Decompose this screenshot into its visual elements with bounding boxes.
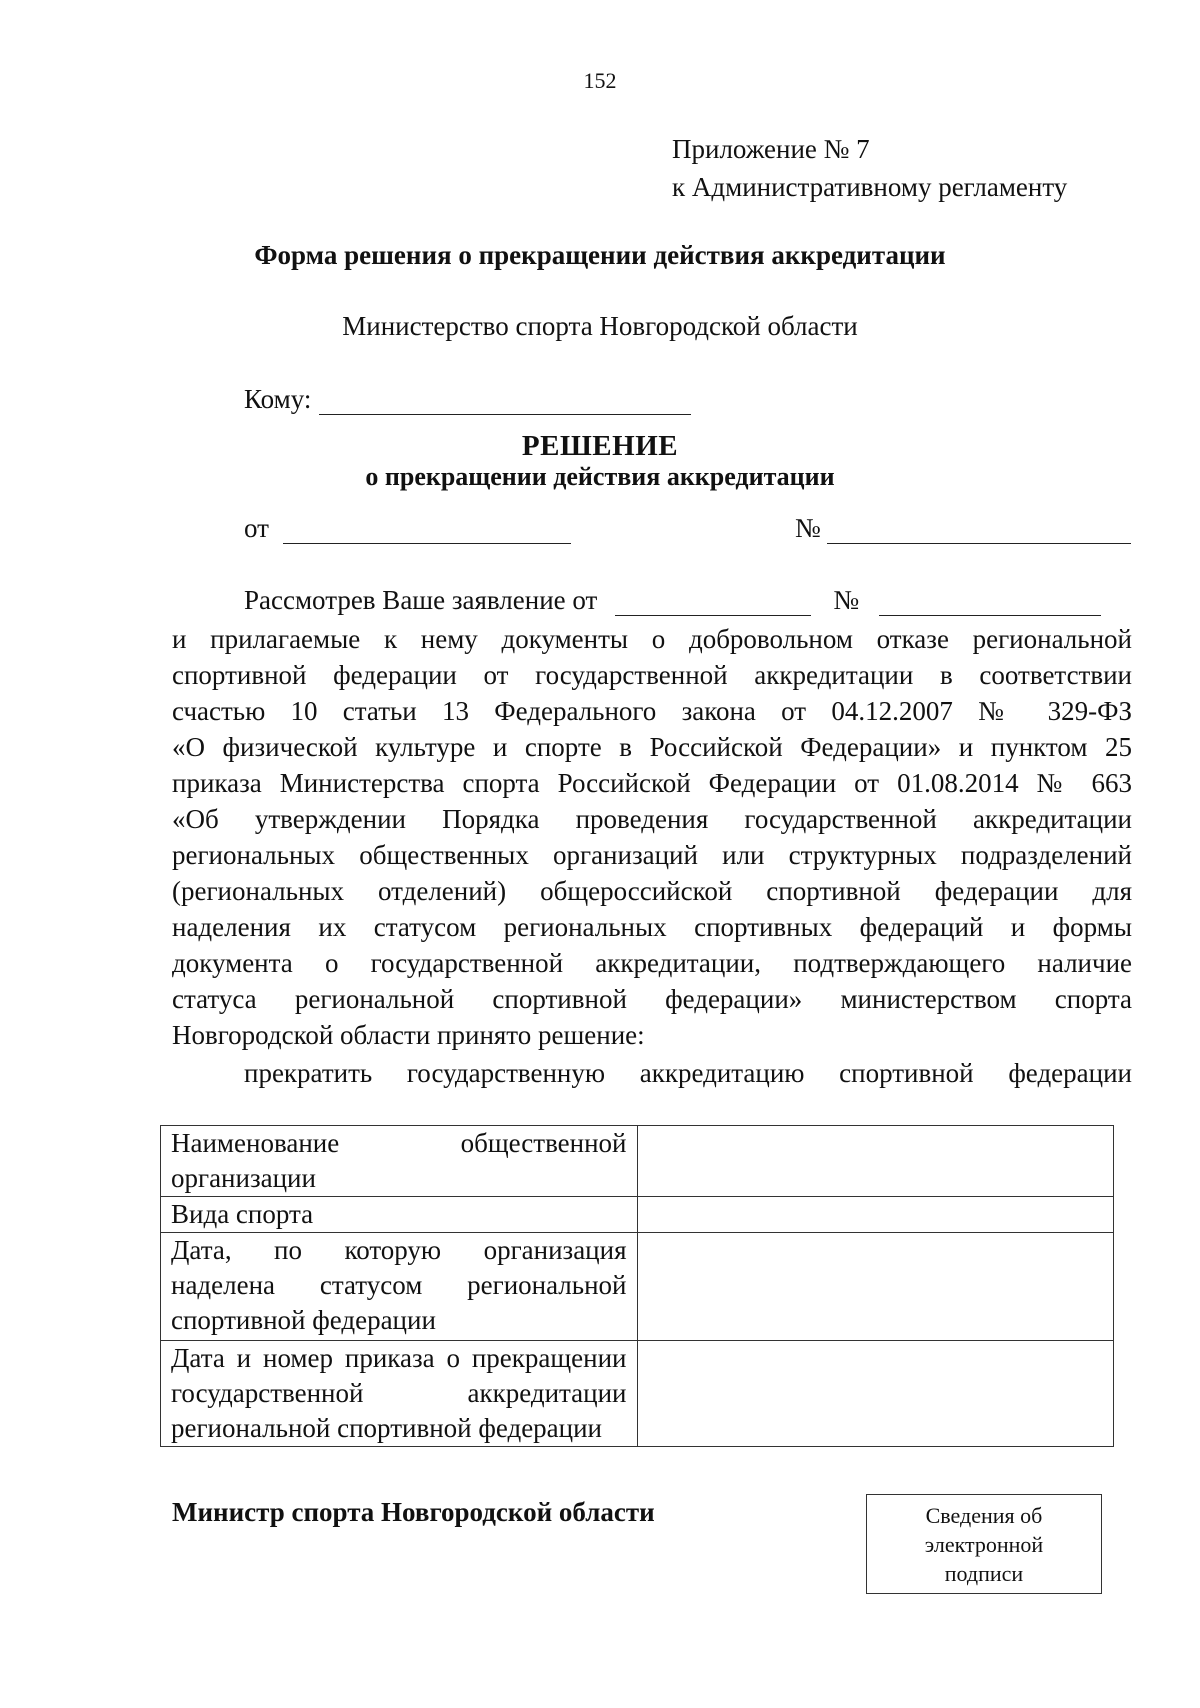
ministry-name: Министерство спорта Новгородской области: [342, 311, 858, 341]
appendix-line-2: к Административному регламенту: [672, 172, 1068, 202]
esig-line-3: подписи: [944, 1560, 1024, 1586]
body-line: спортивной федерации от государственной аккредитации в соответствии: [172, 660, 1132, 690]
body-line: Новгородской области принято решение:: [172, 1020, 645, 1050]
application-date-blank-line: [615, 589, 811, 616]
decision-date-blank-line: [283, 517, 571, 544]
table-cell-value: [637, 1233, 1114, 1341]
table-row: [161, 1233, 1114, 1341]
body-line: «О физической культуре и спорте в Российской Федерации» и пунктом 25: [172, 732, 1132, 762]
table-cell-value: [637, 1126, 1114, 1197]
application-intro: Рассмотрев Ваше заявление от: [244, 585, 598, 615]
recipient-blank-line: [319, 388, 691, 415]
body-line: региональных общественных организаций или структурных подразделений: [172, 840, 1132, 870]
decision-number-field: [795, 513, 1131, 544]
decision-title: РЕШЕНИЕ: [521, 430, 679, 462]
recipient-label: Кому:: [244, 384, 312, 414]
recipient-field: [244, 384, 691, 415]
decision-body-text: [172, 621, 1132, 1053]
table-cell-value: [637, 1341, 1114, 1447]
appendix-header: [672, 130, 1067, 206]
table-row: [161, 1341, 1114, 1447]
appendix-line-1: Приложение № 7: [672, 134, 870, 164]
table-cell-value: [637, 1197, 1114, 1233]
application-reference-line: [244, 585, 1132, 616]
decision-date-field: [244, 513, 571, 544]
esig-line-2: электронной: [924, 1531, 1044, 1557]
body-line: счастью 10 статьи 13 Федерального закона от 04.12.2007 № 329-ФЗ: [172, 696, 1132, 726]
table-row: [161, 1126, 1114, 1197]
electronic-signature-box: [866, 1494, 1102, 1594]
body-line: «Об утверждении Порядка проведения государственной аккредитации: [172, 804, 1132, 834]
esig-line-1: Сведения об: [925, 1502, 1043, 1528]
terminate-statement: прекратить государственную аккредитацию спортивной федерации: [244, 1058, 1132, 1088]
table-cell-label: Дата, по которую организация наделена статусом региональной спортивной федерации: [161, 1233, 638, 1341]
decision-number-label: №: [795, 513, 821, 543]
table-row: [161, 1197, 1114, 1233]
application-number-blank-line: [879, 589, 1101, 616]
application-number-label: №: [833, 585, 860, 615]
federation-info-table: [160, 1125, 1114, 1447]
decision-number-blank-line: [827, 517, 1131, 544]
table-cell-label: Вида спорта: [161, 1197, 638, 1233]
signatory-title: Министр спорта Новгородской области: [172, 1497, 655, 1527]
page-number: 152: [583, 68, 617, 93]
form-title: Форма решения о прекращении действия аккредитации: [254, 240, 946, 270]
body-line: приказа Министерства спорта Российской Федерации от 01.08.2014 № 663: [172, 768, 1132, 798]
table-cell-label: Дата и номер приказа о прекращении государственной аккредитации региональной спортивной федерации: [161, 1341, 638, 1447]
body-line: и прилагаемые к нему документы о добровольном отказе региональной: [172, 624, 1132, 654]
table-cell-label: Наименование общественной организации: [161, 1126, 638, 1197]
body-line: (региональных отделений) общероссийской спортивной федерации для: [172, 876, 1132, 906]
body-line: документа о государственной аккредитации, подтверждающего наличие: [172, 948, 1132, 978]
decision-date-label: от: [244, 513, 269, 543]
decision-subtitle: о прекращении действия аккредитации: [365, 462, 835, 491]
body-line: наделения их статусом региональных спортивных федераций и формы: [172, 912, 1132, 942]
body-line: статуса региональной спортивной федерации» министерством спорта: [172, 984, 1132, 1014]
